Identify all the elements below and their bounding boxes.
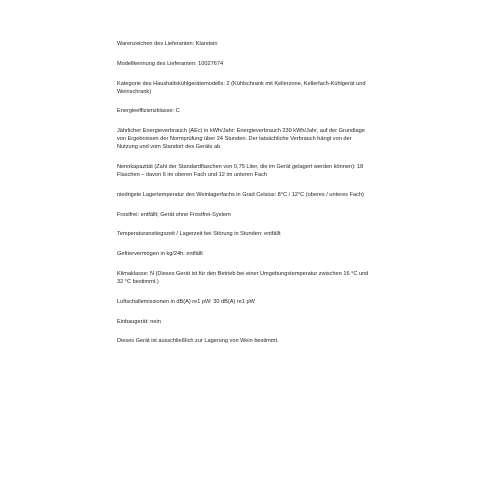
appliance-category	[117, 80, 389, 96]
text-line: Temperaturanstiegszeit / Lagerzeit bei Störung in Stunden: entfällt	[117, 231, 281, 238]
text-line: Nennkapazität (Zahl der Standardflaschen von 0,75 Liter, die im Gerät gelagert werden können): 18	[117, 163, 364, 170]
text-line: Gefriervermögen in kg/24h: entfällt	[117, 251, 203, 258]
text-line: 32 °C bestimmt.)	[117, 278, 159, 285]
climate-class	[117, 270, 389, 286]
text-line: Weinschrank)	[117, 88, 152, 95]
freezing-capacity	[117, 250, 389, 258]
rated-capacity	[117, 163, 389, 179]
built-in-appliance	[117, 318, 389, 326]
annual-energy-consumption	[117, 127, 389, 151]
text-line: Flaschen – davon 6 im oberen Fach und 12 im unteren Fach	[117, 171, 267, 178]
text-line: Energieeffizienzklasse: C	[117, 108, 180, 115]
text-line: Frostfrei: entfällt; Gerät ohne Frostfrei-System	[117, 211, 231, 218]
frost-free	[117, 211, 389, 219]
airborne-noise-emissions	[117, 298, 389, 306]
text-line: Modellkennung des Lieferanten: 10027674	[117, 60, 224, 67]
text-line: Jährlicher Energieverbrauch (AEc) in kWh/Jahr: Energieverbrauch 230 kWh/Jahr, auf der Grundlage	[117, 128, 365, 135]
text-line: Einbaugerät: nein	[117, 318, 161, 325]
text-line: Klimaklasse: N (Dieses Gerät ist für den Betrieb bei einer Umgebungstemperatur zwischen 16 °C und	[117, 270, 369, 277]
temperature-rise-time	[117, 230, 389, 238]
energy-efficiency-class	[117, 107, 389, 115]
text-line: Kategorie des Haushaltskühlgerätemodells: 2 (Kühlschrank mit Kellerzone, Kellerfach-Kühlgerät und	[117, 80, 366, 87]
text-line: Warenzeichen des Lieferanten: Klarstein	[117, 41, 218, 47]
text-line: Luftschallemissionen in dB(A) re1 pW: 30 dB(A) re1 pW	[117, 298, 255, 305]
text-line: von Ergebnissen der Normprüfung über 24 Stunden. Der tatsächliche Verbrauch hängt von der	[117, 136, 352, 143]
intended-use-note	[117, 337, 389, 345]
supplier-trademark	[117, 40, 389, 48]
text-line: Nutzung und vom Standort des Geräts ab.	[117, 144, 222, 151]
lowest-storage-temperature	[117, 191, 389, 199]
text-line: niedrigste Lagertemperatur des Weinlagerfachs in Grad Celsius: 8°C / 12°C (oberes / unteres Fach)	[117, 191, 364, 198]
text-line: Dieses Gerät ist ausschließlich zur Lagerung von Wein bestimmt.	[117, 338, 279, 345]
supplier-model-id	[117, 60, 389, 68]
document-body	[117, 40, 389, 357]
